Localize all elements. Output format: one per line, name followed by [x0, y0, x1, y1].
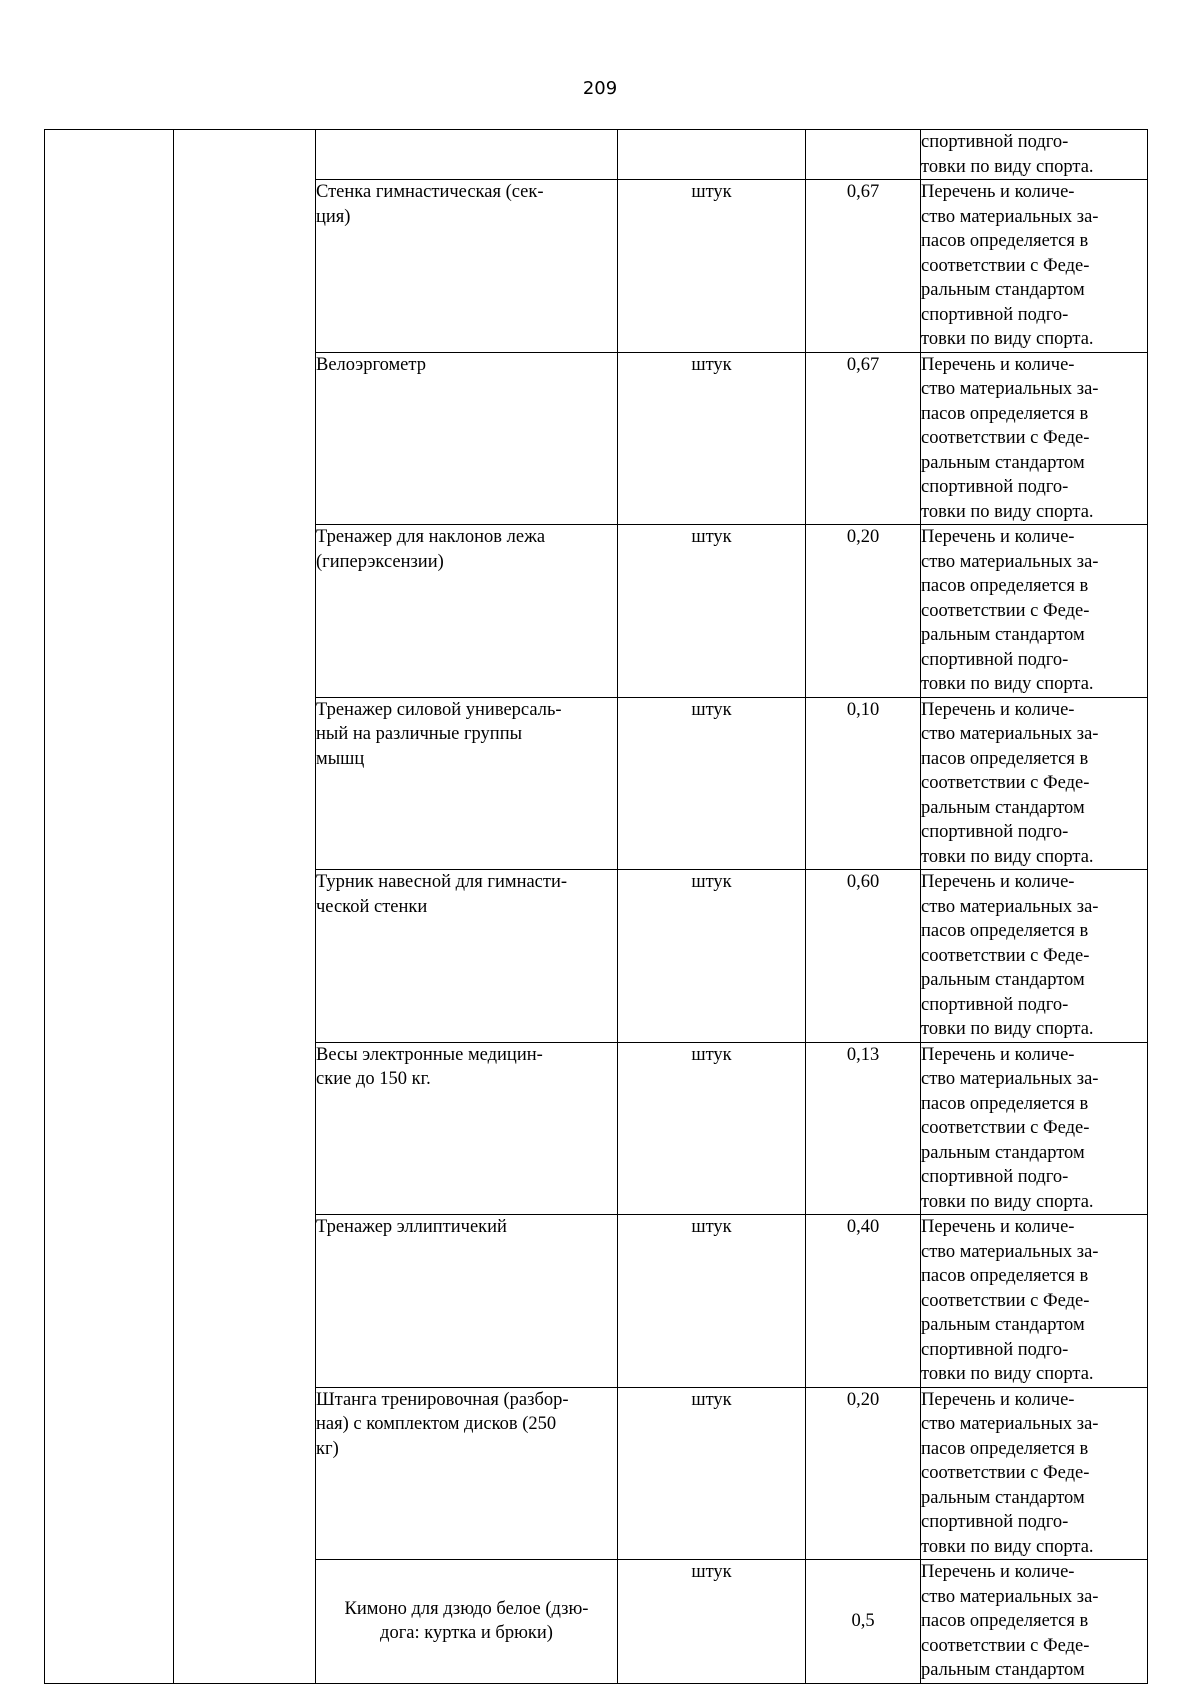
unit-cell [618, 130, 806, 180]
note-cell: Перечень и количе- ство материальных за- пасов определяется в соответствии с Феде- ральным стандартом спортивной подго- товки по виду спорта. [921, 352, 1148, 525]
unit-of-measure: штук [618, 525, 806, 698]
quantity: 0,67 [806, 352, 921, 525]
equipment-name: Тренажер силовой универсаль- ный на различные группы мышц [316, 697, 618, 870]
unit-of-measure: штук [618, 1215, 806, 1388]
quantity: 0,20 [806, 525, 921, 698]
note-cell: Перечень и количе- ство материальных за- пасов определяется в соответствии с Феде- ральным стандартом спортивной подго- товки по виду спорта. [921, 1042, 1148, 1215]
table-body [45, 130, 1148, 1684]
quantity: 0,5 [806, 1560, 921, 1684]
note-cell: Перечень и количе- ство материальных за- пасов определяется в соответствии с Феде- ральным стандартом спортивной подго- товки по виду спорта. [921, 180, 1148, 353]
note-cell: Перечень и количе- ство материальных за- пасов определяется в соответствии с Феде- ральным стандартом спортивной подго- товки по виду спорта. [921, 870, 1148, 1043]
equipment-name: Велоэргометр [316, 352, 618, 525]
note-cell: Перечень и количе- ство материальных за- пасов определяется в соответствии с Феде- ральным стандартом [921, 1560, 1148, 1684]
quantity: 0,20 [806, 1387, 921, 1560]
unit-of-measure: штук [618, 352, 806, 525]
unit-of-measure: штук [618, 1042, 806, 1215]
note-cell: Перечень и количе- ство материальных за- пасов определяется в соответствии с Феде- ральным стандартом спортивной подго- товки по виду спорта. [921, 1387, 1148, 1560]
equipment-name: Кимоно для дзюдо белое (дзю- дога: куртка и брюки) [316, 1560, 618, 1684]
unit-of-measure: штук [618, 870, 806, 1043]
quantity: 0,60 [806, 870, 921, 1043]
note-cell: Перечень и количе- ство материальных за- пасов определяется в соответствии с Феде- ральным стандартом спортивной подго- товки по виду спорта. [921, 697, 1148, 870]
equipment-name: Тренажер эллиптичекий [316, 1215, 618, 1388]
note-cell: Перечень и количе- ство материальных за- пасов определяется в соответствии с Феде- ральным стандартом спортивной подго- товки по виду спорта. [921, 525, 1148, 698]
unit-of-measure: штук [618, 180, 806, 353]
equipment-name: Турник навесной для гимнасти- ческой стенки [316, 870, 618, 1043]
equipment-name: Штанга тренировочная (разбор- ная) с комплектом дисков (250 кг) [316, 1387, 618, 1560]
page-number: 209 [582, 78, 618, 99]
equipment-table [44, 129, 1148, 1684]
equipment-name: Весы электронные медицин- ские до 150 кг. [316, 1042, 618, 1215]
quantity: 0,67 [806, 180, 921, 353]
unit-of-measure: штук [618, 1387, 806, 1560]
table-row-continued [45, 130, 1148, 180]
merged-cell-col2 [174, 130, 316, 1684]
quantity-cell [806, 130, 921, 180]
note-cell: спортивной подго- товки по виду спорта. [921, 130, 1148, 180]
equipment-name: Стенка гимнастическая (сек- ция) [316, 180, 618, 353]
name-cell [316, 130, 618, 180]
unit-of-measure: штук [618, 697, 806, 870]
quantity: 0,10 [806, 697, 921, 870]
quantity: 0,13 [806, 1042, 921, 1215]
unit-of-measure: штук [618, 1560, 806, 1684]
equipment-name: Тренажер для наклонов лежа (гиперэксензии) [316, 525, 618, 698]
merged-cell-col1 [45, 130, 174, 1684]
quantity: 0,40 [806, 1215, 921, 1388]
note-cell: Перечень и количе- ство материальных за- пасов определяется в соответствии с Феде- ральным стандартом спортивной подго- товки по виду спорта. [921, 1215, 1148, 1388]
